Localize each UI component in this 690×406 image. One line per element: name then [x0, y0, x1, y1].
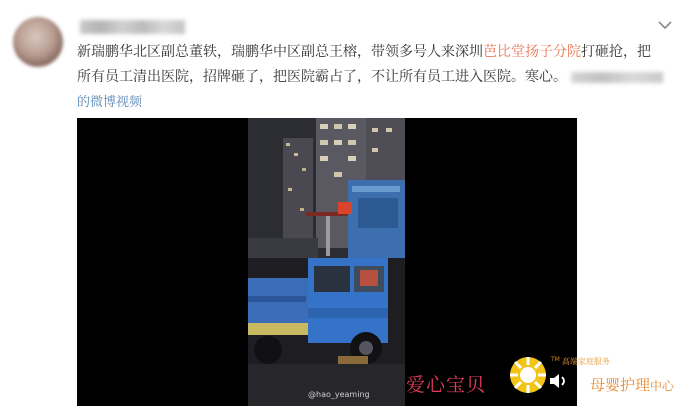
- speaker-icon: [547, 370, 569, 392]
- volume-button[interactable]: [547, 370, 569, 392]
- overlay-right-main: 母婴护理: [590, 376, 651, 394]
- chevron-down-icon: [658, 21, 672, 30]
- username-blurred[interactable]: [80, 20, 185, 34]
- blurred-mention[interactable]: [571, 72, 663, 83]
- video-scene: [248, 118, 405, 406]
- post-text-line-1: [77, 40, 677, 65]
- trademark-mark: TM: [551, 356, 560, 363]
- overlay-watermark-right: [590, 374, 674, 395]
- overlay-right-sub: 中心: [650, 379, 675, 393]
- uploader-watermark: @hao_yeaming: [308, 390, 370, 399]
- hospital-link[interactable]: 芭比堂扬子分院: [483, 44, 581, 60]
- caption-text: 高端家庭服务: [561, 357, 610, 366]
- post-text-part: 所有员工清出医院，招牌砸了，把医院霸占了，不让所有员工进入医院。寒心。: [77, 69, 567, 85]
- more-options-button[interactable]: [654, 14, 676, 36]
- post-text: [77, 40, 677, 90]
- weibo-video-link[interactable]: 的微博视频: [77, 95, 143, 110]
- post-text-part: 新瑞鹏华北区副总董轶，瑞鹏华中区副总王榕，带领多号人来深圳: [77, 44, 483, 60]
- avatar[interactable]: [13, 17, 63, 67]
- post-text-line-2: [77, 65, 677, 90]
- overlay-caption: [551, 356, 610, 367]
- post-text-part: 打砸抢，把: [581, 44, 651, 60]
- video-frame: [248, 118, 405, 406]
- video-player[interactable]: [77, 118, 577, 406]
- sun-logo-icon: [508, 355, 548, 395]
- overlay-watermark-left: 爱心宝贝: [406, 374, 487, 396]
